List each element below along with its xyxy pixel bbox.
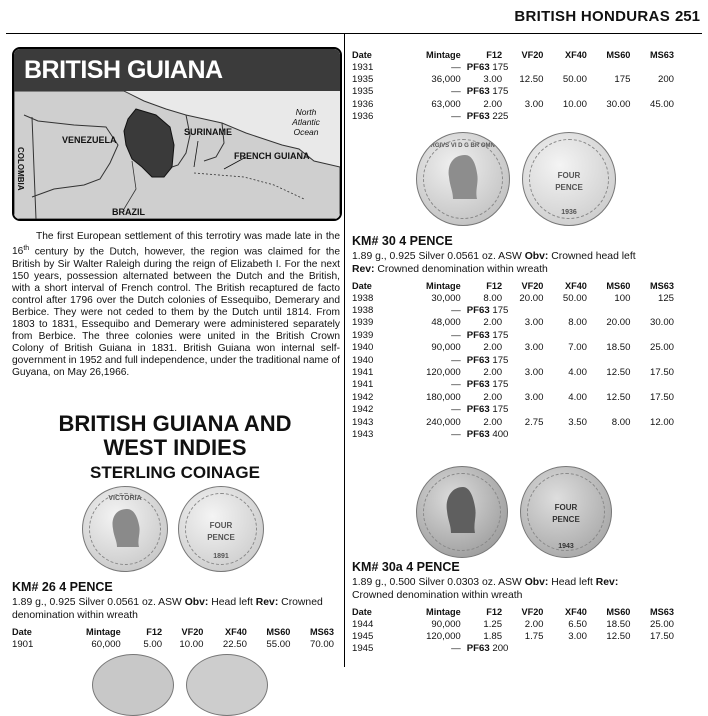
table-cell: 2.00 bbox=[483, 367, 503, 379]
table-cell: 3.00 bbox=[524, 342, 544, 354]
column-header: MS63 bbox=[309, 626, 334, 637]
table-cell: PF63 200 bbox=[466, 643, 509, 655]
table-cell: 8.00 bbox=[483, 292, 503, 304]
table-cell: 3.00 bbox=[568, 631, 587, 643]
table-cell: 3.00 bbox=[524, 317, 544, 329]
table-cell: 30.00 bbox=[649, 317, 674, 329]
label-brazil: BRAZIL bbox=[112, 207, 145, 217]
table-cell: 1939 bbox=[352, 317, 374, 329]
table-cell: 1942 bbox=[352, 391, 374, 403]
table-cell: PF63 225 bbox=[466, 111, 509, 123]
table-cell: 1943 bbox=[352, 428, 374, 440]
column-header: XF40 bbox=[564, 49, 587, 60]
table-cell: PF63 175 bbox=[466, 404, 509, 416]
column-header: VF20 bbox=[521, 606, 544, 617]
column-header: F12 bbox=[146, 626, 163, 637]
george-vi-obverse-coin: GEORGIVS VI D G BR OMN REX bbox=[416, 132, 510, 226]
table-cell: 63,000 bbox=[431, 98, 461, 110]
table-cell: 12.50 bbox=[606, 367, 631, 379]
table-cell: 25.00 bbox=[649, 618, 674, 630]
table-cell: 90,000 bbox=[431, 342, 461, 354]
table-cell: — bbox=[451, 404, 461, 416]
table-cell: — bbox=[451, 61, 461, 73]
label-ocean: North Atlantic Ocean bbox=[292, 107, 320, 137]
table-cell: 3.50 bbox=[568, 416, 587, 428]
label-colombia: COLOMBIA bbox=[16, 147, 25, 191]
table-cell: 3.00 bbox=[483, 74, 503, 86]
section-subtitle: STERLING COINAGE bbox=[89, 463, 260, 482]
table-cell: 60,000 bbox=[91, 638, 121, 650]
table-cell: 12.50 bbox=[606, 391, 631, 403]
table-cell: 2.00 bbox=[483, 317, 503, 329]
table-cell: 17.50 bbox=[649, 367, 674, 379]
table-row bbox=[352, 391, 674, 403]
map-title-bar bbox=[14, 49, 340, 91]
page-number: 251 bbox=[674, 8, 700, 25]
table-cell: 30,000 bbox=[431, 292, 461, 304]
table-cell: 8.00 bbox=[568, 317, 587, 329]
table-cell: 1941 bbox=[352, 379, 374, 391]
column-header: MS60 bbox=[606, 280, 631, 291]
table-cell: 25.00 bbox=[649, 342, 674, 354]
header-rule bbox=[6, 33, 702, 34]
column-header: VF20 bbox=[521, 49, 544, 60]
table-cell: 12.00 bbox=[649, 416, 674, 428]
table-cell: 125 bbox=[657, 292, 674, 304]
right-column bbox=[350, 40, 702, 667]
table-cell: 18.50 bbox=[606, 618, 631, 630]
table-cell: 1935 bbox=[352, 86, 374, 98]
table-header-row bbox=[12, 625, 334, 638]
table-row bbox=[352, 366, 674, 378]
table-cell: PF63 400 bbox=[466, 428, 509, 440]
table-cell: 3.00 bbox=[524, 367, 544, 379]
table-row bbox=[352, 416, 674, 428]
column-header: MS60 bbox=[266, 626, 291, 637]
km26-spec: 1.89 g., 0.925 Silver 0.0561 oz. ASW Obv: Head left Rev: Crowned denomination within wreath bbox=[12, 597, 323, 621]
table-cell: 1942 bbox=[352, 404, 374, 416]
table-cell: 50.00 bbox=[562, 292, 587, 304]
table-cell: 1.85 bbox=[483, 631, 503, 643]
table-cell: 2.00 bbox=[524, 618, 544, 630]
table-cell: 3.00 bbox=[524, 98, 544, 110]
table-row bbox=[352, 618, 674, 630]
table-cell: 1936 bbox=[352, 111, 374, 123]
column-divider bbox=[344, 34, 345, 667]
table-cell: 1941 bbox=[352, 367, 374, 379]
column-header: XF40 bbox=[564, 606, 587, 617]
table-cell: 12.50 bbox=[519, 74, 544, 86]
table-cell: 175 bbox=[614, 74, 631, 86]
table-cell: 22.50 bbox=[222, 638, 247, 650]
table-row bbox=[352, 86, 674, 98]
table-cell: — bbox=[451, 379, 461, 391]
column-header: MS60 bbox=[606, 606, 631, 617]
km30-mintage-table bbox=[352, 279, 674, 441]
table-cell: — bbox=[451, 643, 461, 655]
table-cell: 1.25 bbox=[483, 618, 503, 630]
table-row bbox=[352, 630, 674, 642]
table-cell: PF63 175 bbox=[466, 379, 509, 391]
table-cell: 1938 bbox=[352, 292, 374, 304]
table-header-row bbox=[352, 279, 674, 292]
table-cell: 10.00 bbox=[179, 638, 204, 650]
table-header-row bbox=[352, 605, 674, 618]
table-row bbox=[352, 428, 674, 440]
four-pence-reverse-coin-1943: FOUR PENCE 1943 bbox=[520, 466, 612, 558]
table-cell: 1943 bbox=[352, 416, 374, 428]
table-cell: 30.00 bbox=[606, 98, 631, 110]
table-row bbox=[352, 379, 674, 391]
table-cell: 17.50 bbox=[649, 631, 674, 643]
column-header: Mintage bbox=[426, 280, 461, 291]
column-header: XF40 bbox=[564, 280, 587, 291]
table-cell: 120,000 bbox=[426, 631, 461, 643]
table-cell: 36,000 bbox=[431, 74, 461, 86]
next-coin-partial-2 bbox=[186, 654, 268, 716]
column-header: Mintage bbox=[86, 626, 121, 637]
table-cell: PF63 175 bbox=[466, 61, 509, 73]
table-cell: 48,000 bbox=[431, 317, 461, 329]
four-pence-reverse-coin: FOUR PENCE 1891 bbox=[178, 486, 264, 572]
table-cell: PF63 175 bbox=[466, 305, 509, 317]
table-cell: 1945 bbox=[352, 631, 374, 643]
map-title: BRITISH GUIANA bbox=[24, 56, 223, 84]
table-row bbox=[352, 73, 674, 85]
table-cell: 240,000 bbox=[426, 416, 461, 428]
label-suriname: SURINAME bbox=[184, 127, 233, 137]
table-cell: 17.50 bbox=[649, 391, 674, 403]
table-cell: 4.00 bbox=[568, 367, 587, 379]
column-header: VF20 bbox=[181, 626, 204, 637]
column-header: VF20 bbox=[521, 280, 544, 291]
column-header: F12 bbox=[486, 606, 503, 617]
column-header: Mintage bbox=[426, 606, 461, 617]
table-cell: 100 bbox=[614, 292, 631, 304]
intro-paragraph: The first European settlement of this terrotiry was made late in the 16th century by the Dutch, however, the region was claimed for the British by Sir Walter Raleigh during the reign of Elizabeth I. For the next 150 years, possession alternated between the Dutch and the British, with a short interval of French control. The British recaptured de facto control after 1796 over the Dutch colonies of Essequibo, Demerary and Berbice. They were not ceded to them by the Dutch until 1814. From 1803 to 1831, Essequibo and Demerary were administered separately from Berbice. The three colonies were united in the British Crown Colony of British Guiana in 1831. British Guiana won internal self-government in 1952 and full independence, under the traditional name of Guyana, on May 26,1966. bbox=[12, 231, 340, 379]
table-cell: 120,000 bbox=[426, 367, 461, 379]
table-cell: 1940 bbox=[352, 342, 374, 354]
table-cell: 200 bbox=[657, 74, 674, 86]
column-header: MS63 bbox=[649, 606, 674, 617]
table-cell: 12.50 bbox=[606, 631, 631, 643]
table-cell: 1938 bbox=[352, 305, 374, 317]
table-cell: 7.00 bbox=[568, 342, 587, 354]
km30a-title: KM# 30a 4 PENCE bbox=[352, 560, 460, 574]
column-header: Date bbox=[352, 280, 372, 291]
table-row bbox=[352, 317, 674, 329]
table-cell: 1945 bbox=[352, 643, 374, 655]
column-header: MS63 bbox=[649, 280, 674, 291]
table-cell: 2.75 bbox=[524, 416, 544, 428]
table-cell: 1940 bbox=[352, 354, 374, 366]
table-cell: 2.00 bbox=[483, 342, 503, 354]
table-cell: 8.00 bbox=[611, 416, 631, 428]
table-cell: 1.75 bbox=[524, 631, 544, 643]
table-cell: PF63 175 bbox=[466, 86, 509, 98]
column-header: XF40 bbox=[224, 626, 247, 637]
column-header: F12 bbox=[486, 280, 503, 291]
table-cell: 4.00 bbox=[568, 391, 587, 403]
table-cell: 20.00 bbox=[519, 292, 544, 304]
label-venezuela: VENEZUELA bbox=[62, 135, 117, 145]
table-cell: 5.00 bbox=[143, 638, 163, 650]
table-row bbox=[352, 354, 674, 366]
table-cell: PF63 175 bbox=[466, 329, 509, 341]
table-cell: — bbox=[451, 354, 461, 366]
table-cell: 50.00 bbox=[562, 74, 587, 86]
column-header: Date bbox=[352, 606, 372, 617]
table-row bbox=[352, 329, 674, 341]
george-vi-obverse-coin-dark bbox=[416, 466, 508, 558]
km26-mintage-table bbox=[12, 625, 334, 650]
table-cell: 90,000 bbox=[431, 618, 461, 630]
table-cell: 2.00 bbox=[483, 98, 503, 110]
km30a-mintage-table bbox=[352, 605, 674, 655]
next-coin-partial bbox=[92, 654, 174, 716]
table-cell: — bbox=[451, 86, 461, 98]
table-cell: 10.00 bbox=[562, 98, 587, 110]
table-cell: 20.00 bbox=[606, 317, 631, 329]
table-cell: — bbox=[451, 305, 461, 317]
column-header: MS63 bbox=[649, 49, 674, 60]
map-panel bbox=[12, 47, 342, 221]
table-cell: 6.50 bbox=[568, 618, 587, 630]
km30-title: KM# 30 4 PENCE bbox=[352, 234, 453, 248]
table-row bbox=[352, 292, 674, 304]
table-cell: 1939 bbox=[352, 329, 374, 341]
table-cell: 70.00 bbox=[309, 638, 334, 650]
table-cell: 1901 bbox=[12, 638, 34, 650]
table-row bbox=[352, 98, 674, 110]
column-header: MS60 bbox=[606, 49, 631, 60]
table-row bbox=[352, 61, 674, 73]
km26-title: KM# 26 4 PENCE bbox=[12, 580, 113, 594]
table-cell: — bbox=[451, 428, 461, 440]
table-row bbox=[352, 404, 674, 416]
four-pence-reverse-coin-1936: FOUR PENCE 1936 bbox=[522, 132, 616, 226]
table-cell: — bbox=[451, 111, 461, 123]
table-cell: 2.00 bbox=[483, 391, 503, 403]
running-title: BRITISH HONDURAS bbox=[514, 8, 670, 25]
table-cell: 45.00 bbox=[649, 98, 674, 110]
table-cell: 55.00 bbox=[266, 638, 291, 650]
table-row bbox=[352, 304, 674, 316]
column-header: Date bbox=[352, 49, 372, 60]
table-cell: 2.00 bbox=[483, 416, 503, 428]
table-row bbox=[12, 638, 334, 650]
table-row bbox=[352, 643, 674, 655]
column-header: F12 bbox=[486, 49, 503, 60]
column-header: Date bbox=[12, 626, 32, 637]
km30-spec: 1.89 g., 0.925 Silver 0.0561 oz. ASW Obv: Crowned head left Rev: Crowned denomination within wreath bbox=[352, 251, 636, 275]
left-column bbox=[6, 40, 344, 667]
table-cell: 1936 bbox=[352, 98, 374, 110]
table-cell: 1931 bbox=[352, 61, 374, 73]
victoria-obverse-coin: VICTORIA bbox=[82, 486, 168, 572]
table-row bbox=[352, 111, 674, 123]
page-header bbox=[0, 0, 708, 34]
table-cell: PF63 175 bbox=[466, 354, 509, 366]
table-header-row bbox=[352, 48, 674, 61]
label-french-guiana: FRENCH GUIANA bbox=[234, 151, 310, 161]
km30a-spec: 1.89 g., 0.500 Silver 0.0303 oz. ASW Obv: Head left Rev: Crowned denomination within wreath bbox=[352, 577, 619, 601]
table-cell: 3.00 bbox=[524, 391, 544, 403]
table-cell: — bbox=[451, 329, 461, 341]
table-cell: 1935 bbox=[352, 74, 374, 86]
table-row bbox=[352, 342, 674, 354]
table-cell: 18.50 bbox=[606, 342, 631, 354]
table-cell: 1944 bbox=[352, 618, 374, 630]
table-cell: 180,000 bbox=[426, 391, 461, 403]
continued-mintage-table bbox=[352, 48, 674, 123]
column-header: Mintage bbox=[426, 49, 461, 60]
section-title: BRITISH GUIANA AND WEST INDIES bbox=[58, 411, 292, 460]
